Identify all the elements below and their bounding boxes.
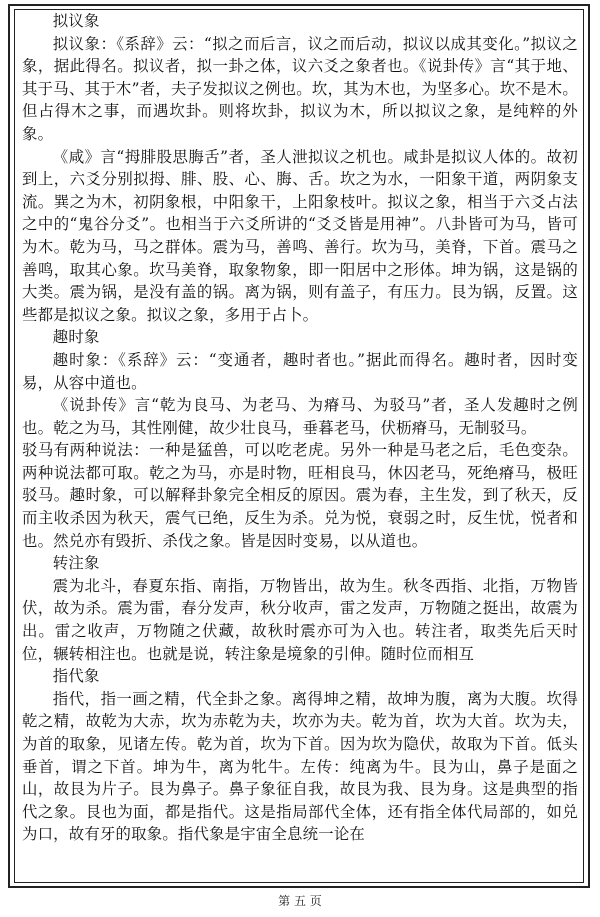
section-heading: 拟议象 xyxy=(52,12,100,30)
section-zhuanzhu-xiang xyxy=(22,552,578,665)
paragraph: 趣时象：《系辞》云：“变通者，趣时者也。”据此而得名。趣时者，因时变易，从容中道也。 xyxy=(22,350,578,392)
paragraph: 驳马有两种说法：一种是猛兽，可以吃老虎。另外一种是马老之后，毛色变杂。两种说法都可取。乾之为马，亦是时物，旺相良马，休囚老马，死绝瘠马，极旺驳马。趣时象，可以解释卦象完全相反的原因。震为春，主生发，到了秋天，反而主收杀因为秋天，震气已绝，反生为杀。兑为悦，衰弱之时，反生忧，悦者和也。然兑亦有毁折、杀伐之象。皆是因时变易，以从道也。 xyxy=(22,441,578,550)
section-heading: 指代象 xyxy=(52,667,100,686)
section-niyi-xiang xyxy=(22,10,578,326)
section-qushi-xiang xyxy=(22,326,578,552)
page-content xyxy=(22,10,578,846)
section-zhidai-xiang xyxy=(22,665,578,846)
paragraph: 《说卦传》言“乾为良马、为老马、为瘠马、为驳马”者，圣人发趣时之例也。乾之为马，其性刚健，故少壮良马，垂暮老马，伏枥瘠马，无制驳马。 xyxy=(22,396,578,437)
section-heading: 转注象 xyxy=(52,554,100,573)
paragraph: 拟议象：《系辞》云：“拟之而后言，议之而后动，拟议以成其变化。”拟议之象，据此得名。拟议者，拟一卦之体，议六爻之象者也。《说卦传》言“其于地、其于马、其于木”者，夫子发拟议之例也。坎，其为木也，为坚多心。坎不是木。但占得木之事，而遇坎卦。则将坎卦，拟议为木，所以拟议之象，是纯粹的外象。 xyxy=(22,34,578,143)
paragraph: 《咸》言“拇腓股思脢舌”者，圣人泄拟议之机也。咸卦是拟议人体的。故初到上，六爻分别拟拇、腓、股、心、脢、舌。坎之为水，一阳象干道，两阴象支流。巽之为木，初阴象根，中阳象干，上阳象枝叶。拟议之象，相当于六爻占法之中的“鬼谷分爻”。也相当于六爻所讲的“爻爻皆是用神”。八卦皆可为马，皆可为木。乾为马，马之群体。震为马，善鸣、善行。坎为马，美脊，下首。震马之善鸣，取其心象。坎马美脊，取象物象，即一阳居中之形体。坤为锅，这是锅的大类。震为锅，是没有盖的锅。离为锅，则有盖子，有压力。艮为锅，反置。这些都是拟议之象。拟议之象，多用于占卜。 xyxy=(22,147,578,324)
paragraph: 震为北斗，春夏东指、南指，万物皆出，故为生。秋冬西指、北指，万物皆伏，故为杀。震为雷，春分发声，秋分收声，雷之发声，万物随之挺出，故震为出。雷之收声，万物随之伏藏，故秋时震亦可为入也。转注者，取类先后天时位，辗转相注也。也就是说，转注象是境象的引伸。随时位而相互 xyxy=(22,576,578,663)
paragraph: 指代，指一画之精，代全卦之象。离得坤之精，故坤为腹，离为大腹。坎得乾之精，故乾为大赤，坎为赤乾为夫，坎亦为夫。乾为首，坎为大首。坎为夫，为首的取象，见诸左传。乾为首，坎为下首。因为坎为隐伏，故取为下首。低头垂首，谓之下首。坤为牛，离为牝牛。左传：纯离为牛。艮为山，鼻子是面之山，故艮为片子。艮为鼻子。鼻子象征自我，故艮为我、艮为身。这是典型的指代之象。艮也为面，都是指代。这是指局部代全体，还有指全体代局部的，如兑为口，故有牙的取象。指代象是宇宙全息统一论在 xyxy=(22,689,578,844)
page-number: 第 五 页 xyxy=(278,894,322,908)
section-heading: 趣时象 xyxy=(52,328,100,347)
